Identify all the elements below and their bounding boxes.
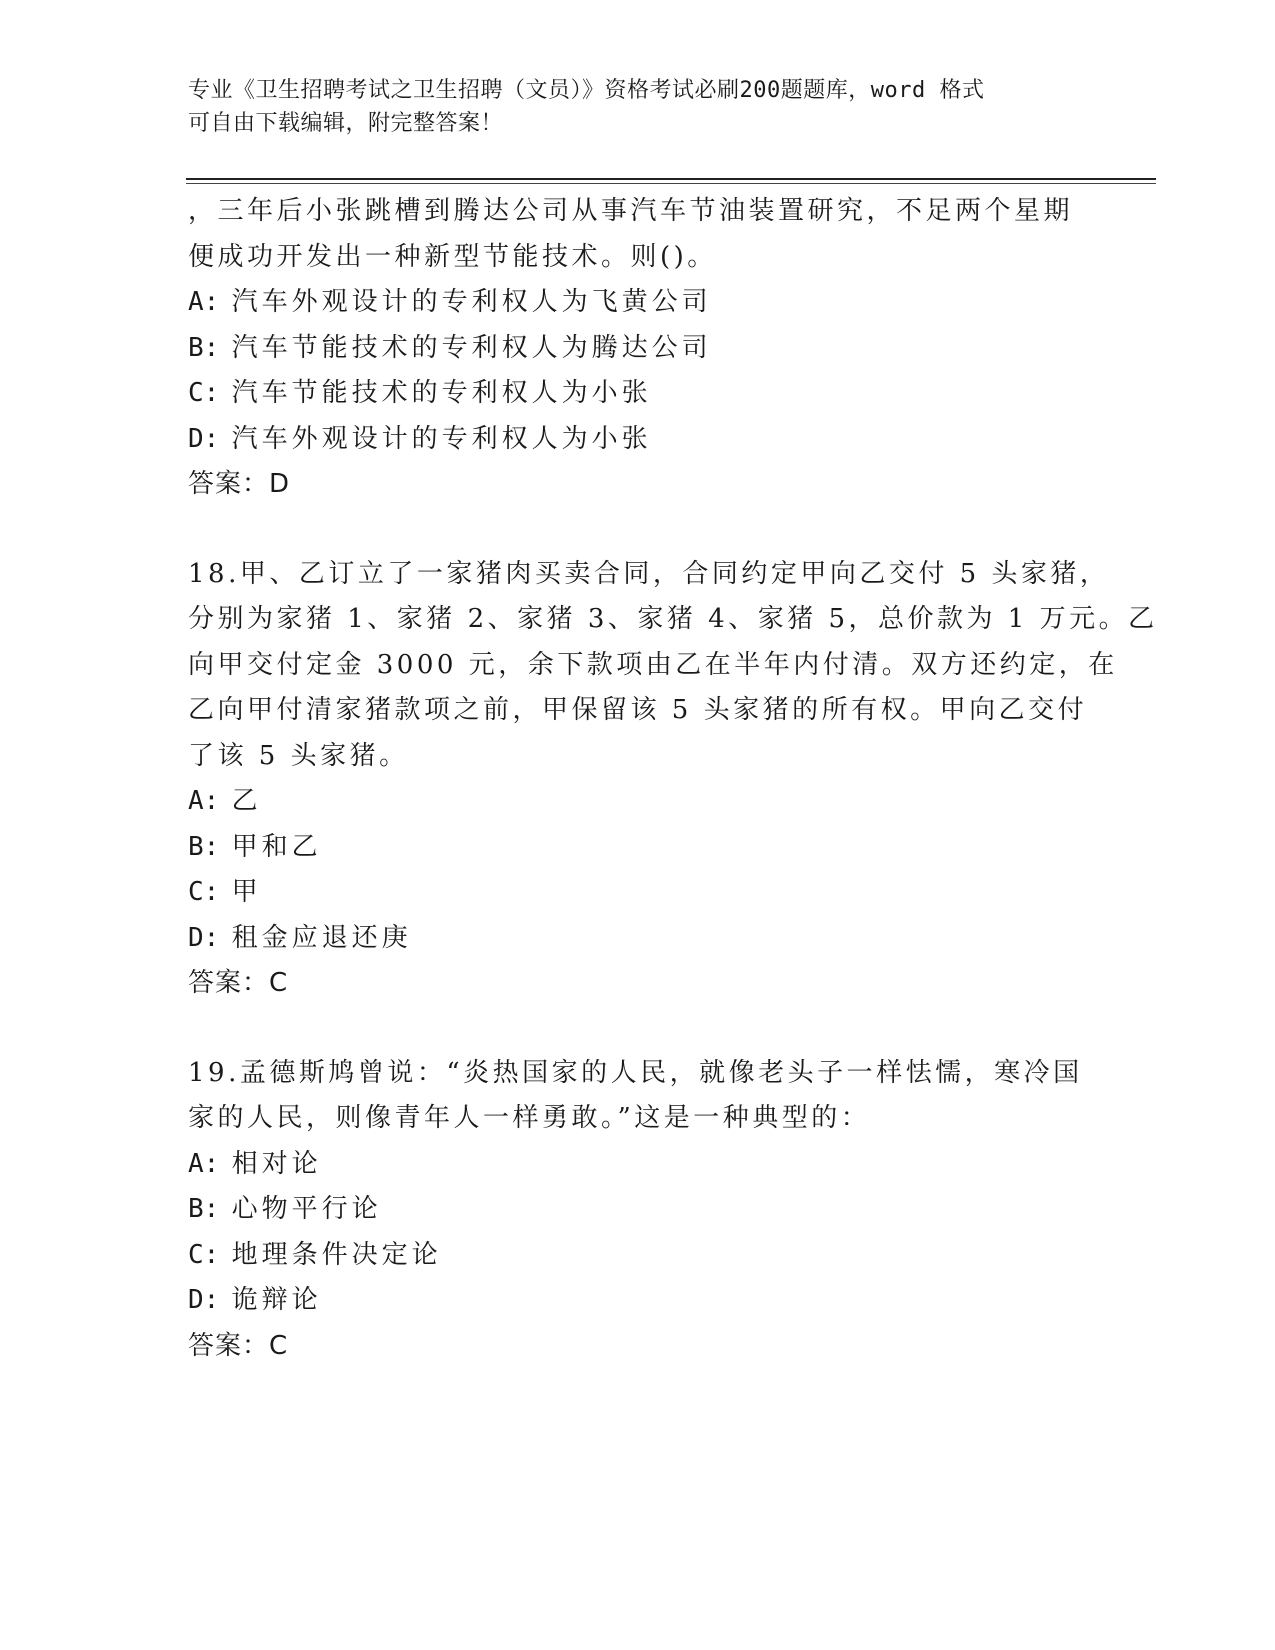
option-key: D: bbox=[188, 1285, 220, 1315]
option-d bbox=[188, 417, 1148, 463]
answer: 答案：D bbox=[188, 469, 291, 499]
question-text-line: 分别为家猪 1、家猪 2、家猪 3、家猪 4、家猪 5，总价款为 1 万元。乙 bbox=[188, 604, 1158, 634]
question-text-line: 家的人民，则像青年人一样勇敢。”这是一种典型的： bbox=[188, 1103, 871, 1133]
option-key: B: bbox=[188, 332, 220, 363]
option-key: C: bbox=[188, 1239, 220, 1270]
question-text-line: 了该 5 头家猪。 bbox=[188, 740, 409, 771]
option-key: C: bbox=[188, 378, 220, 408]
header-line-1: 专业《卫生招聘考试之卫生招聘（文员）》资格考试必刷200题题库，word 格式 bbox=[188, 78, 985, 103]
option-text: 心物平行论 bbox=[231, 1194, 382, 1224]
option-key: B: bbox=[188, 1194, 220, 1224]
option-text: 甲和乙 bbox=[231, 831, 322, 862]
option-text: 租金应退还庚 bbox=[231, 922, 412, 953]
question-text-line: 19.孟德斯鸠曾说：“炎热国家的人民，就像老头子一样怯懦，寒冷国 bbox=[188, 1057, 1083, 1088]
option-key: A: bbox=[188, 786, 220, 816]
question-text-line: 便成功开发出一种新型节能技术。则()。 bbox=[188, 241, 717, 272]
spacer bbox=[188, 1007, 1148, 1051]
answer: 答案：C bbox=[188, 968, 289, 998]
option-c bbox=[188, 870, 1148, 916]
header-divider bbox=[186, 178, 1156, 180]
option-b bbox=[188, 1187, 1148, 1233]
question-text-line: 向甲交付定金 3000 元，余下款项由乙在半年内付清。双方还约定，在 bbox=[188, 649, 1118, 680]
option-text: 诡辩论 bbox=[231, 1285, 322, 1315]
question-text-line: ，三年后小张跳槽到腾达公司从事汽车节油装置研究，不足两个星期 bbox=[188, 196, 1074, 226]
page-header bbox=[188, 74, 1088, 140]
option-c bbox=[188, 371, 1148, 417]
option-a bbox=[188, 280, 1148, 326]
option-key: A: bbox=[188, 287, 220, 317]
question-text-line: 18.甲、乙订立了一家猪肉买卖合同，合同约定甲向乙交付 5 头家猪， bbox=[188, 558, 1110, 589]
option-key: D: bbox=[188, 423, 220, 454]
option-text: 乙 bbox=[231, 786, 262, 816]
option-text: 汽车外观设计的专利权人为飞黄公司 bbox=[231, 287, 712, 317]
header-line-2: 可自由下载编辑，附完整答案！ bbox=[188, 111, 504, 136]
option-key: A: bbox=[188, 1148, 220, 1179]
option-key: B: bbox=[188, 831, 220, 862]
option-text: 甲 bbox=[231, 877, 262, 907]
question-text-line: 乙向甲付清家猪款项之前，甲保留该 5 头家猪的所有权。甲向乙交付 bbox=[188, 695, 1088, 725]
option-d bbox=[188, 1278, 1148, 1324]
option-text: 地理条件决定论 bbox=[231, 1239, 442, 1270]
option-text: 相对论 bbox=[231, 1148, 322, 1179]
header-divider-thin bbox=[186, 183, 1156, 184]
option-b bbox=[188, 825, 1148, 871]
option-b bbox=[188, 326, 1148, 372]
option-text: 汽车节能技术的专利权人为小张 bbox=[231, 378, 652, 408]
option-d bbox=[188, 916, 1148, 962]
option-c bbox=[188, 1233, 1148, 1279]
question-list bbox=[188, 189, 1158, 1369]
option-key: D: bbox=[188, 922, 220, 953]
spacer bbox=[188, 508, 1148, 552]
question-18 bbox=[188, 552, 1158, 1007]
option-key: C: bbox=[188, 877, 220, 907]
option-text: 汽车节能技术的专利权人为腾达公司 bbox=[231, 332, 712, 363]
question-19 bbox=[188, 1051, 1148, 1370]
option-a bbox=[188, 779, 1148, 825]
question-17 bbox=[188, 189, 1148, 508]
option-text: 汽车外观设计的专利权人为小张 bbox=[231, 423, 652, 454]
answer: 答案：C bbox=[188, 1330, 289, 1361]
option-a bbox=[188, 1142, 1148, 1188]
